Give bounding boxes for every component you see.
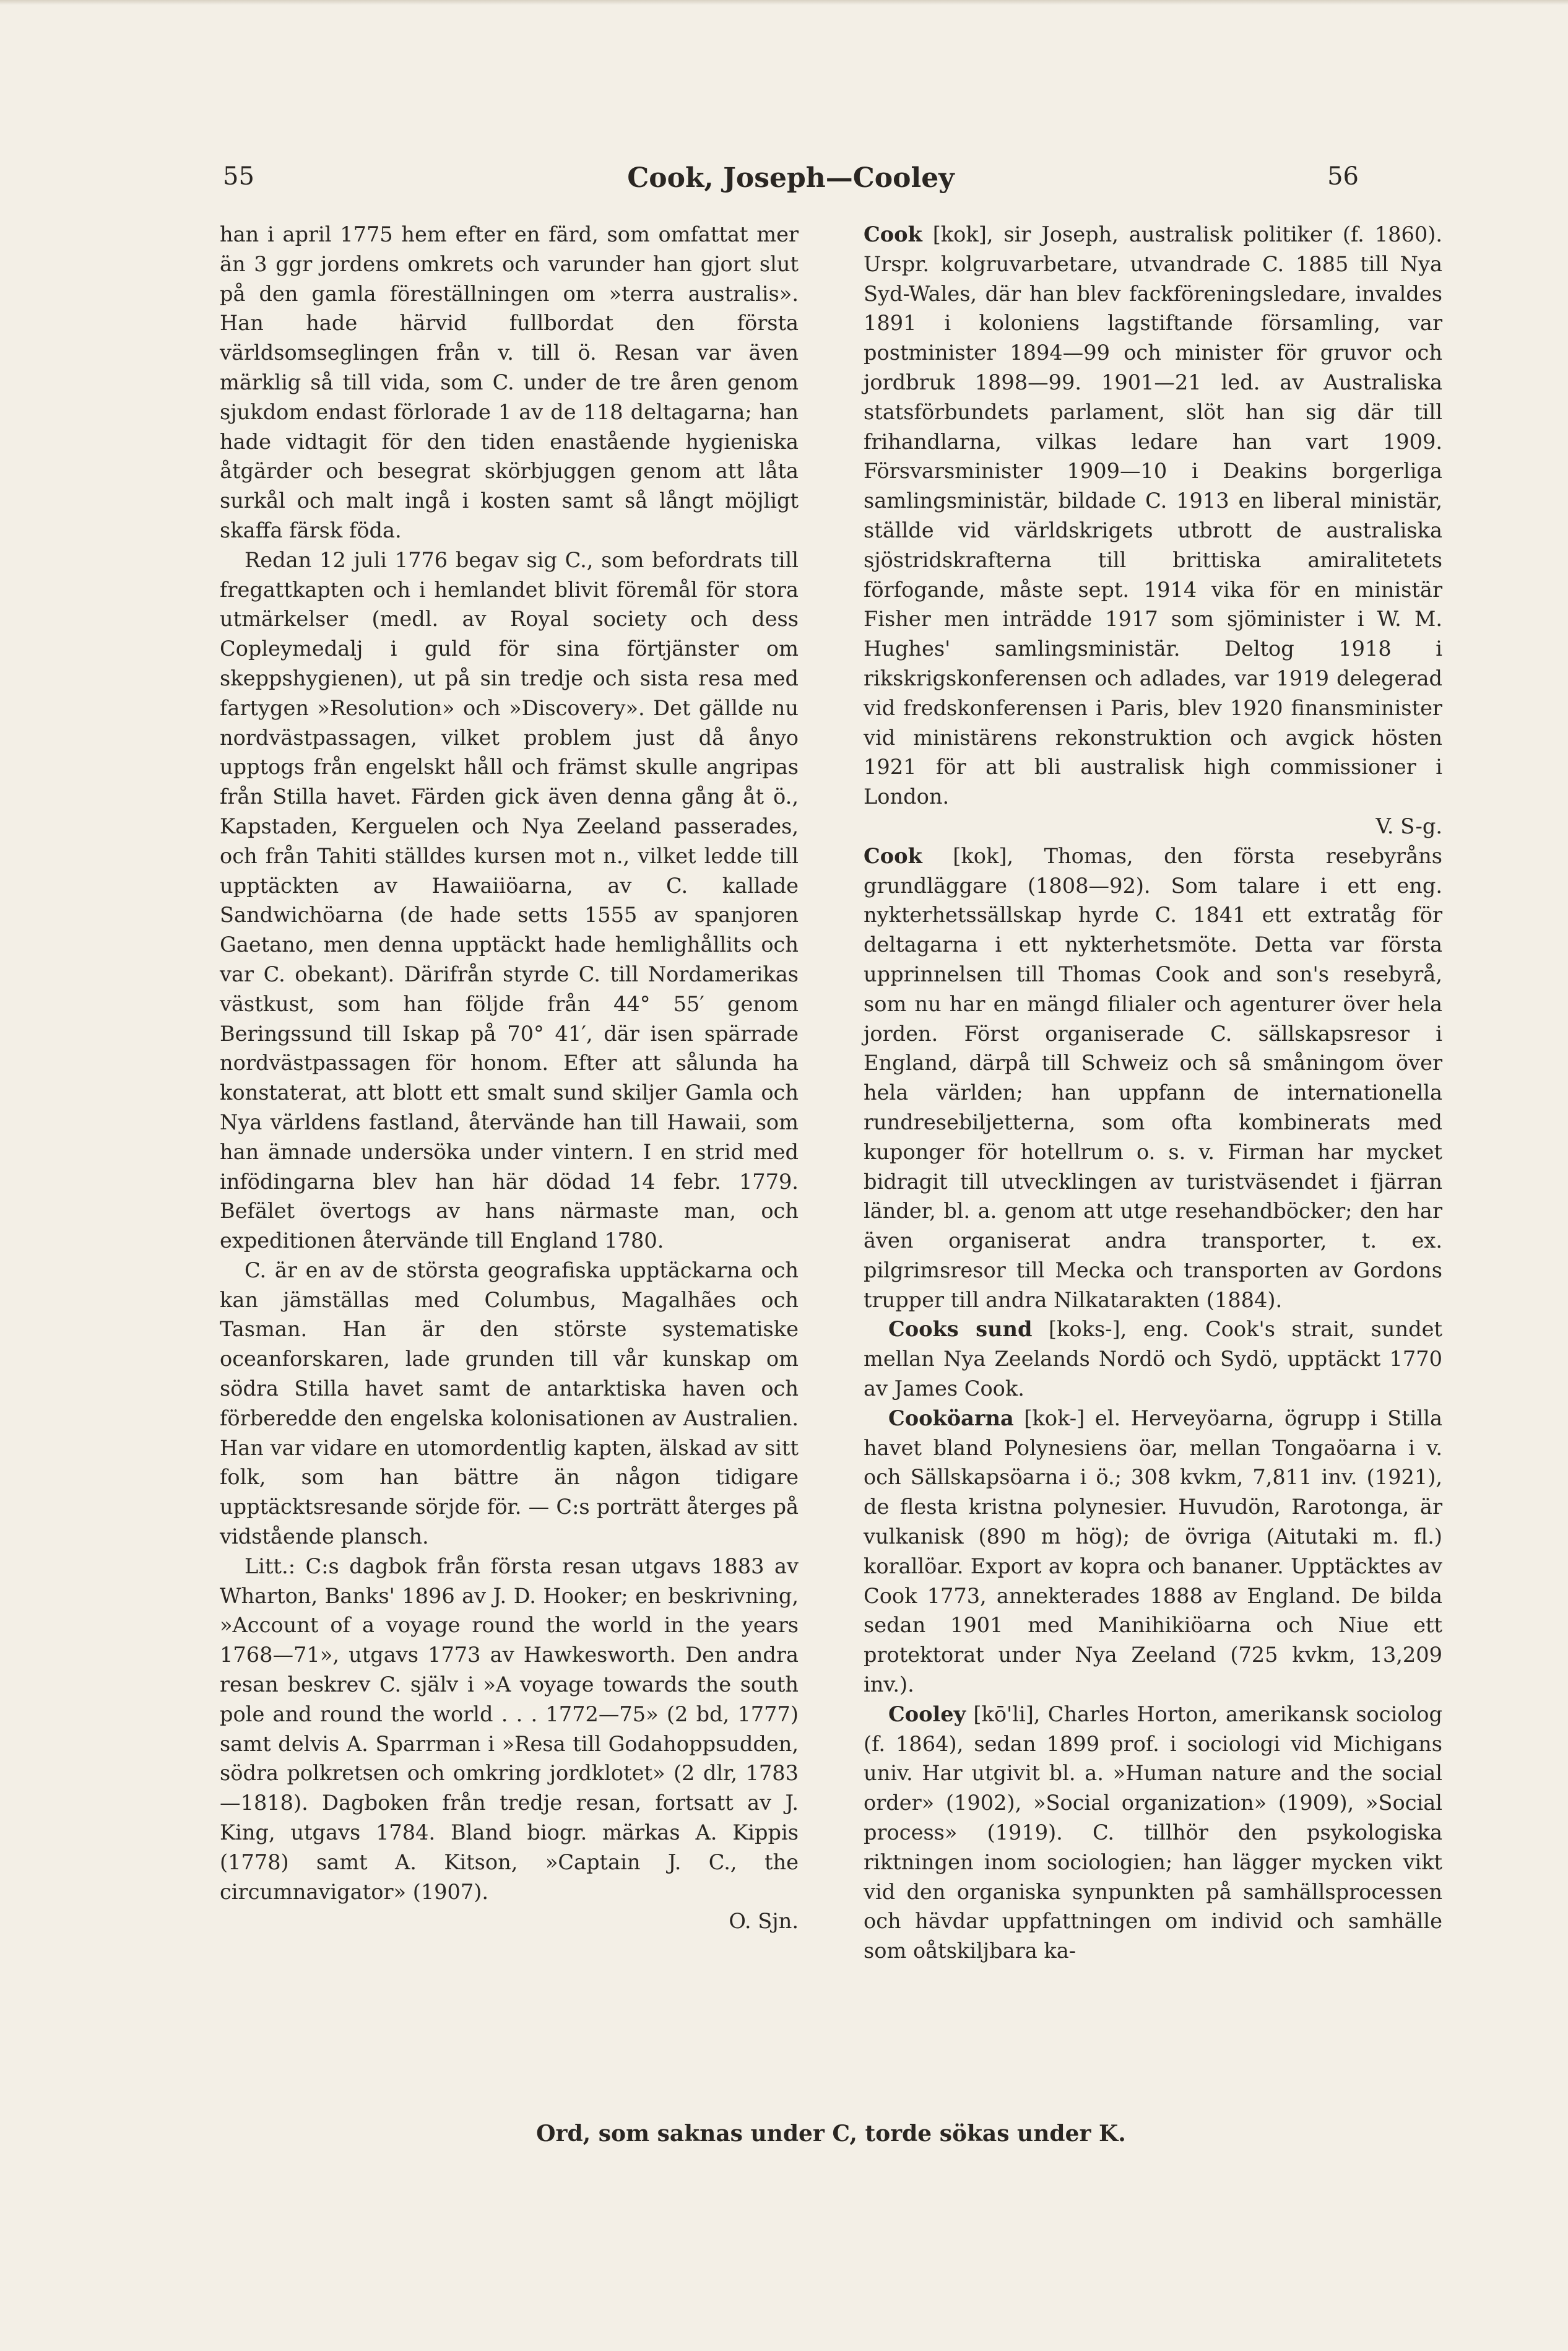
paragraph-cook-james-voyage-two: han i april 1775 hem efter en färd, som omfattat mer än 3 ggr jordens omkrets och varunder han gjort slut på den gamla föreställningen om »terra australis». Han hade härvid fullbordat den första världsomseglingen från v. till ö. Resan var även märklig så till vida, som C. under de tre åren genom sjukdom endast förlorade 1 av de 118 deltagarna; han hade vidtagit för den tiden enastående hygieniska åtgärder och besegrat skörbjuggen genom att låta surkål och malt ingå i kosten samt så långt möjligt skaffa färsk föda. xyxy=(220,222,799,542)
entry-cooks-sund xyxy=(864,1315,1442,1403)
running-header xyxy=(223,162,1359,199)
entry-text-cooks-sund: [koks-], eng. Cook's strait, sundet mellan Nya Zeelands Nordö och Sydö, upptäckt 1770 av James Cook. xyxy=(864,1317,1443,1401)
signature-cook-james: O. Sjn. xyxy=(729,1909,799,1934)
left-column xyxy=(220,220,799,1936)
entry-text-cooley: [kō'li], Charles Horton, amerikansk sociolog (f. 1864), sedan 1899 prof. i sociologi vid Michigans univ. Har utgivit bl. a. »Human nature and the social order» (1902), »Social organization» (1909), »Social process» (1919). C. tillhör den psykologiska riktningen inom sociologien; han lägger mycken vikt vid den organiska synpunkten på samhällsprocessen och hävdar uppfattningen om individ och samhälle som oåtskiljbara ka- xyxy=(864,1701,1442,1963)
footer-note: Ord, som saknas under C, torde sökas under K. xyxy=(536,2121,1126,2147)
entry-text-cookoarna: [kok-] el. Herveyöarna, ögrupp i Stilla havet bland Polynesiens öar, mellan Tongaöarna i v. och Sällskapsöarna i ö.; 308 kvkm, 7,811 inv. (1921), de flesta kristna polynesier. Huvudön, Rarotonga, är vulkanisk (890 m hög); de övriga (Aitutaki m. fl.) korallöar. Export av kopra och bananer. Upptäcktes av Cook 1773, annekterades 1888 av England. De bilda sedan 1901 med Manihikiöarna och Niue ett protektorat under Nya Zeeland (725 kvkm, 13,209 inv.). xyxy=(864,1406,1442,1697)
entry-cook-thomas xyxy=(864,841,1442,1315)
paragraph-cook-james-voyage-three: Redan 12 juli 1776 begav sig C., som befordrats till fregattkapten och i hemlandet blivit föremål för stora utmärkelser (medl. av Royal society och dess Copleymedalj i guld för sina förtjänster om skeppshygienen), ut på sin tredje och sista resa med fartygen »Resolution» och »Discovery». Det gällde nu nordvästpassagen, vilket problem just då ånyo upptogs från engelskt håll och främst skulle angripas från Stilla havet. Färden gick även denna gång åt ö., Kapstaden, Kerguelen och Nya Zeeland passerades, och från Tahiti ställdes kursen mot n., vilket ledde till upptäckten av Hawaiiöarna, av C. kallade Sandwichöarna (de hade setts 1555 av spanjoren Gaetano, men denna upptäckt hade hemlighållits och var C. obekant). Därifrån styrde C. till Nordamerikas västkust, som han följde från 44° 55′ genom Beringssund till Iskap på 70° 41′, där isen spärrade nordvästpassagen för honom. Efter att sålunda ha konstaterat, att blott ett smalt sund skiljer Gamla och Nya världens fastland, återvände han till Hawaii, som han ämnade undersöka under vintern. I en strid med infödingarna blev han här dödad 14 febr. 1779. Befälet övertogs av hans närmaste man, och expeditionen återvände till England 1780. xyxy=(220,547,799,1253)
page-number-left: 55 xyxy=(223,162,254,191)
paragraph-cook-james-literature: Litt.: C:s dagbok från första resan utgavs 1883 av Wharton, Banks' 1896 av J. D. Hooker; en beskrivning, »Account of a voyage round the world in the years 1768—71», utgavs 1773 av Hawkesworth. Den andra resan beskrev C. själv i »A voyage towards the south pole and round the world . . . 1772—75» (2 bd, 1777) samt delvis A. Sparrman i »Resa till Godahoppsudden, södra polkretsen och omkring jordklotet» (2 dlr, 1783—1818). Dagboken från tredje resan, fortsatt av J. King, utgavs 1784. Bland biogr. märkas A. Kippis (1778) samt A. Kitson, »Captain J. C., the circumnavigator» (1907). xyxy=(220,1554,799,1904)
entry-cookoarna xyxy=(864,1404,1442,1700)
signature-cook-joseph: V. S-g. xyxy=(1375,814,1442,838)
headword-cooley: Cooley xyxy=(888,1701,966,1726)
headword-cooks-sund: Cooks sund xyxy=(888,1316,1033,1342)
right-column xyxy=(864,220,1442,1966)
paragraph-cook-james-legacy: C. är en av de största geografiska upptäckarna och kan jämställas med Columbus, Magalhães och Tasman. Han är den störste systematiske oceanforskaren, lade grunden till vår kunskap om södra Stilla havet samt de antarktiska haven och förberedde den engelska kolonisationen av Australien. Han var vidare en utomordentlig kapten, älskad av sitt folk, som han bättre än någon tidigare upptäcktsresande sörjde för. — C:s porträtt återges på vidstående plansch. xyxy=(220,1258,799,1549)
entry-cooley xyxy=(864,1700,1442,1966)
page-edge-shadow xyxy=(0,0,1568,5)
running-title: Cook, Joseph—Cooley xyxy=(627,162,955,194)
entry-text-cook-joseph: [kok], sir Joseph, australisk politiker (f. 1860). Urspr. kolgruvarbetare, utvandrade C. 1885 till Nya Syd-Wales, där han blev fackföreningsledare, invaldes 1891 i koloniens lagstiftande församling, var postminister 1894—99 och minister för gruvor och jordbruk 1898—99. 1901—21 led. av Australiska statsförbundets parlament, slöt han sig där till frihandlarna, vilkas ledare han vart 1909. Försvarsminister 1909—10 i Deakins borgerliga samlingsministär, bildade C. 1913 en liberal ministär, ställde vid världskrigets utbrott de australiska sjöstridskrafterna till brittiska amiralitetets förfogande, måste sept. 1914 vika för en ministär Fisher men inträdde 1917 som sjöminister i W. M. Hughes' samlingsministär. Deltog 1918 i rikskrigskonferensen och adlades, var 1919 delegerad vid fredskonferensen i Paris, blev 1920 finansminister vid ministärens rekonstruktion och avgick hösten 1921 för att bli australisk high commissioner i London. xyxy=(864,222,1442,809)
page-number-right: 56 xyxy=(1327,162,1359,191)
headword-cook-joseph: Cook xyxy=(864,222,922,246)
headword-cookoarna: Cooköarna xyxy=(888,1405,1014,1430)
headword-cook-thomas: Cook xyxy=(864,843,922,868)
entry-text-cook-thomas: [kok], Thomas, den första resebyråns grundläggare (1808—92). Som talare i ett eng. nykterhetssällskap hyrde C. 1841 ett extratåg för deltagarna i ett nykterhetsmöte. Detta var första upprinnelsen till Thomas Cook and son's resebyrå, som nu har en mängd filialer och agenturer över hela jorden. Först organiserade C. sällskapsresor i England, därpå till Schweiz och så småningom över hela världen; han uppfann de internationella rundresebiljetterna, som ofta kombinerats med kuponger för hotellrum o. s. v. Firman har mycket bidragit till utvecklingen av turistväsendet i fjärran länder, bl. a. genom att utge resehandböcker; den har även organiserat andra transporter, t. ex. pilgrimsresor till Mecka och transporten av Gordons trupper till andra Nilkatarakten (1884). xyxy=(864,843,1442,1312)
entry-cook-joseph xyxy=(864,220,1442,812)
